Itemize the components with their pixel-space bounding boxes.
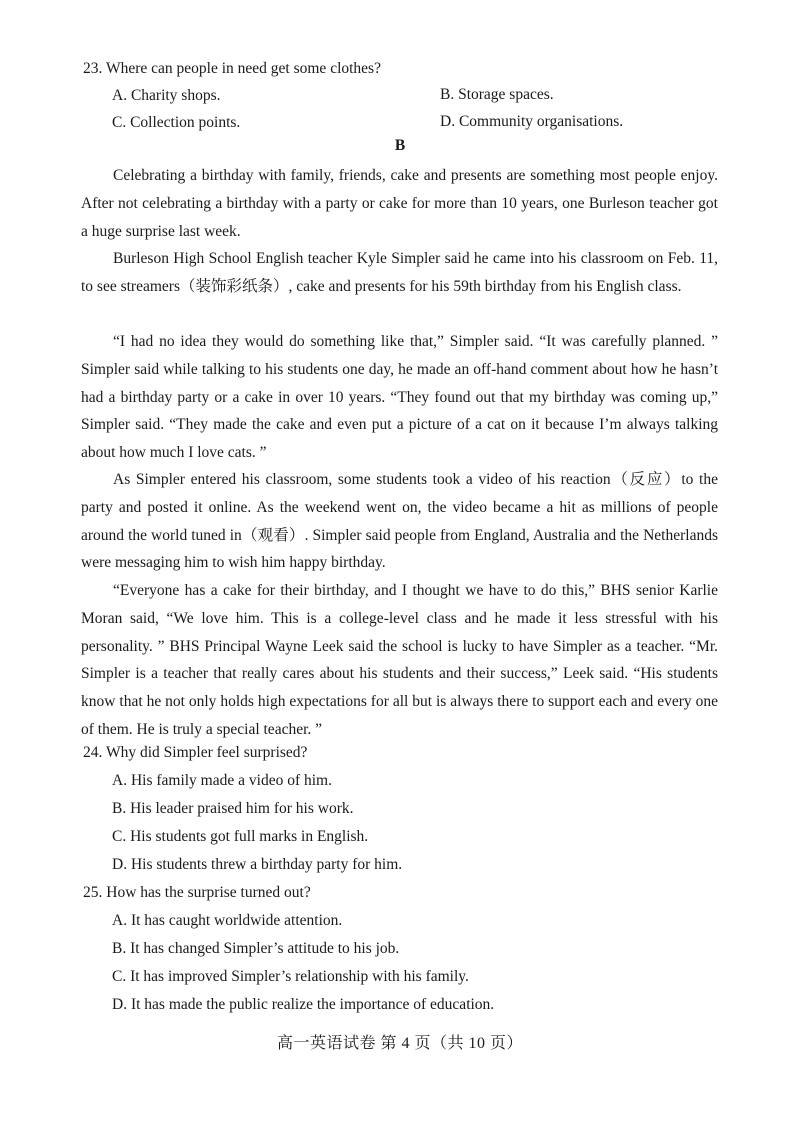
q24-option-a: A. His family made a video of him.: [112, 772, 332, 789]
passage-paragraph-3: “I had no idea they would do something like that,” Simpler said. “It was carefully planned. ” Simpler said while talking to his students one day, he made an off-hand comment about how he hasn’t had a birthday party or a cake in over 10 years. “They found out that my birthday was coming up,” Simpler said. “They made the cake and even put a picture of a cat on it because I’m always talking about how much I love cats. ”: [81, 333, 718, 462]
q24-option-c: C. His students got full marks in English.: [112, 828, 369, 845]
passage-paragraph-1: Celebrating a birthday with family, friends, cake and presents are something most people enjoy. After not celebrating a birthday with a party or cake for more than 10 years, one Burleson teacher got a huge surprise last week.: [81, 167, 718, 240]
q25-option-b: B. It has changed Simpler’s attitude to his job.: [112, 940, 400, 957]
q23-option-a: A. Charity shops.: [112, 87, 221, 104]
page-footer: 高一英语试卷 第 4 页（共 10 页）: [276, 1035, 523, 1052]
question-23: 23. Where can people in need get some clothes?: [83, 60, 381, 77]
q23-option-b: B. Storage spaces.: [440, 86, 554, 103]
passage-paragraph-4: As Simpler entered his classroom, some students took a video of his reaction（反应）to the party and posted it online. As the weekend went on, the video became a hit as millions of people around the world tuned in（观看）. Simpler said people from England, Australia and the Netherlands were messaging him to wish him happy birthday.: [81, 471, 718, 572]
q23-option-d: D. Community organisations.: [440, 113, 624, 130]
q25-option-d: D. It has made the public realize the importance of education.: [112, 996, 495, 1013]
passage-paragraph-2: Burleson High School English teacher Kyle Simpler said he came into his classroom on Feb. 11, to see streamers（装饰彩纸条）, cake and presents for his 59th birthday from his English class.: [81, 250, 718, 295]
question-25: 25. How has the surprise turned out?: [83, 884, 311, 901]
passage-paragraph-5: “Everyone has a cake for their birthday, and I thought we have to do this,” BHS senior Karlie Moran said, “We love him. This is a college-level class and he made it less stressful with his personality. ” BHS Principal Wayne Leek said the school is lucky to have Simpler as a teacher. “Mr. Simpler is a teacher that really cares about his students and their success,” Leek said. “His students know that he not only holds high expectations for all but is always there to support each and every one of them. He is truly a special teacher. ”: [81, 582, 718, 738]
q25-option-a: A. It has caught worldwide attention.: [112, 912, 343, 929]
q23-option-c: C. Collection points.: [112, 114, 241, 131]
section-label: B: [394, 137, 406, 154]
question-24: 24. Why did Simpler feel surprised?: [83, 744, 308, 761]
q24-option-b: B. His leader praised him for his work.: [112, 800, 354, 817]
q24-option-d: D. His students threw a birthday party for him.: [112, 856, 403, 873]
q25-option-c: C. It has improved Simpler’s relationship with his family.: [112, 968, 469, 985]
